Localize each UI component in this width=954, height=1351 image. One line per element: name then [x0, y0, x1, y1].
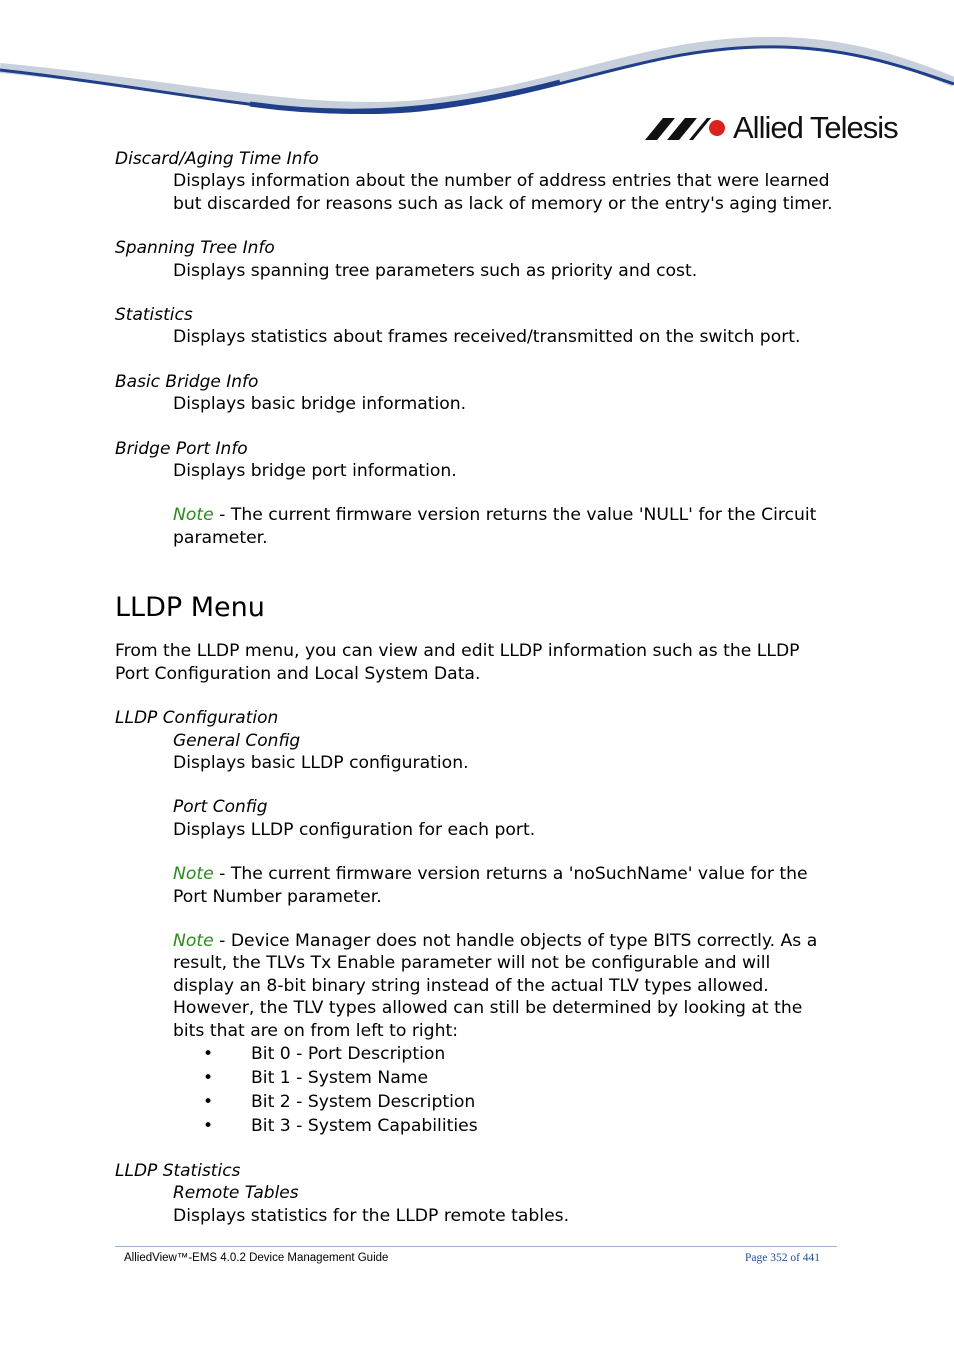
list-item: • Bit 0 - Port Description [173, 1042, 835, 1066]
note-text: - The current firmware version returns the value 'NULL' for the Circuit parameter. [173, 505, 817, 548]
list-item: • Bit 3 - System Capabilities [173, 1114, 835, 1138]
section-bridge-port [115, 438, 835, 550]
term: Bridge Port Info [115, 438, 248, 459]
term: Basic Bridge Info [115, 371, 259, 392]
term: Statistics [115, 305, 193, 326]
section-basic-bridge [115, 371, 835, 416]
footer-title: AlliedView™-EMS 4.0.2 Device Management Guide [124, 1252, 389, 1264]
description: Displays statistics about frames received/transmitted on the switch port. [173, 327, 801, 348]
note-label: Note [173, 930, 214, 951]
brand-name: Allied Telesis [733, 110, 898, 145]
description: Displays basic bridge information. [173, 394, 467, 415]
allied-telesis-mark-icon [645, 114, 725, 142]
brand-logo [645, 108, 898, 148]
list-item: • Bit 2 - System Description [173, 1090, 835, 1114]
note [173, 930, 835, 1042]
page-number: Page 352 of 441 [745, 1252, 821, 1264]
description: Displays basic LLDP configuration. [173, 752, 469, 773]
note [173, 863, 835, 908]
section-discard [115, 148, 835, 215]
section-spanning-tree [115, 237, 835, 282]
term: LLDP Statistics [115, 1160, 241, 1181]
note-label: Note [173, 864, 214, 885]
description: Displays information about the number of address entries that were learned but discarded for reasons such as lack of memory or the entry's aging timer. [173, 171, 833, 214]
term: Spanning Tree Info [115, 238, 275, 259]
note-text: - The current firmware version returns a 'noSuchName' value for the Port Number parameter. [173, 864, 808, 907]
subterm: Remote Tables [173, 1183, 299, 1204]
note-label: Note [173, 505, 214, 526]
lldp-stats-block [173, 1182, 835, 1227]
term: LLDP Configuration [115, 708, 279, 729]
lldp-intro: From the LLDP menu, you can view and edit LLDP information such as the LLDP Port Configuration and Local System Data. [115, 641, 800, 684]
term: Discard/Aging Time Info [115, 149, 319, 169]
bits-list [173, 1042, 835, 1138]
page-content [115, 148, 835, 1227]
subterm: Port Config [173, 797, 268, 818]
description: Displays statistics for the LLDP remote tables. [173, 1205, 570, 1226]
section-heading: LLDP Menu [115, 592, 265, 624]
description: Displays bridge port information. [173, 461, 457, 482]
description: Displays LLDP configuration for each port. [173, 819, 536, 840]
note [173, 504, 835, 549]
lldp-config-block [173, 730, 835, 1042]
description: Displays spanning tree parameters such as priority and cost. [173, 260, 698, 281]
footer-divider [115, 1246, 837, 1247]
subterm: General Config [173, 730, 301, 751]
note-text: - Device Manager does not handle objects of type BITS correctly. As a result, the TLVs Tx Enable parameter will not be configurable and will display an 8-bit binary string instead of the actual TLV types allowed. However, the TLV types allowed can still be determined by looking at the bits that are on from left to right: [173, 930, 818, 1041]
list-item: • Bit 1 - System Name [173, 1066, 835, 1090]
section-statistics [115, 304, 835, 349]
